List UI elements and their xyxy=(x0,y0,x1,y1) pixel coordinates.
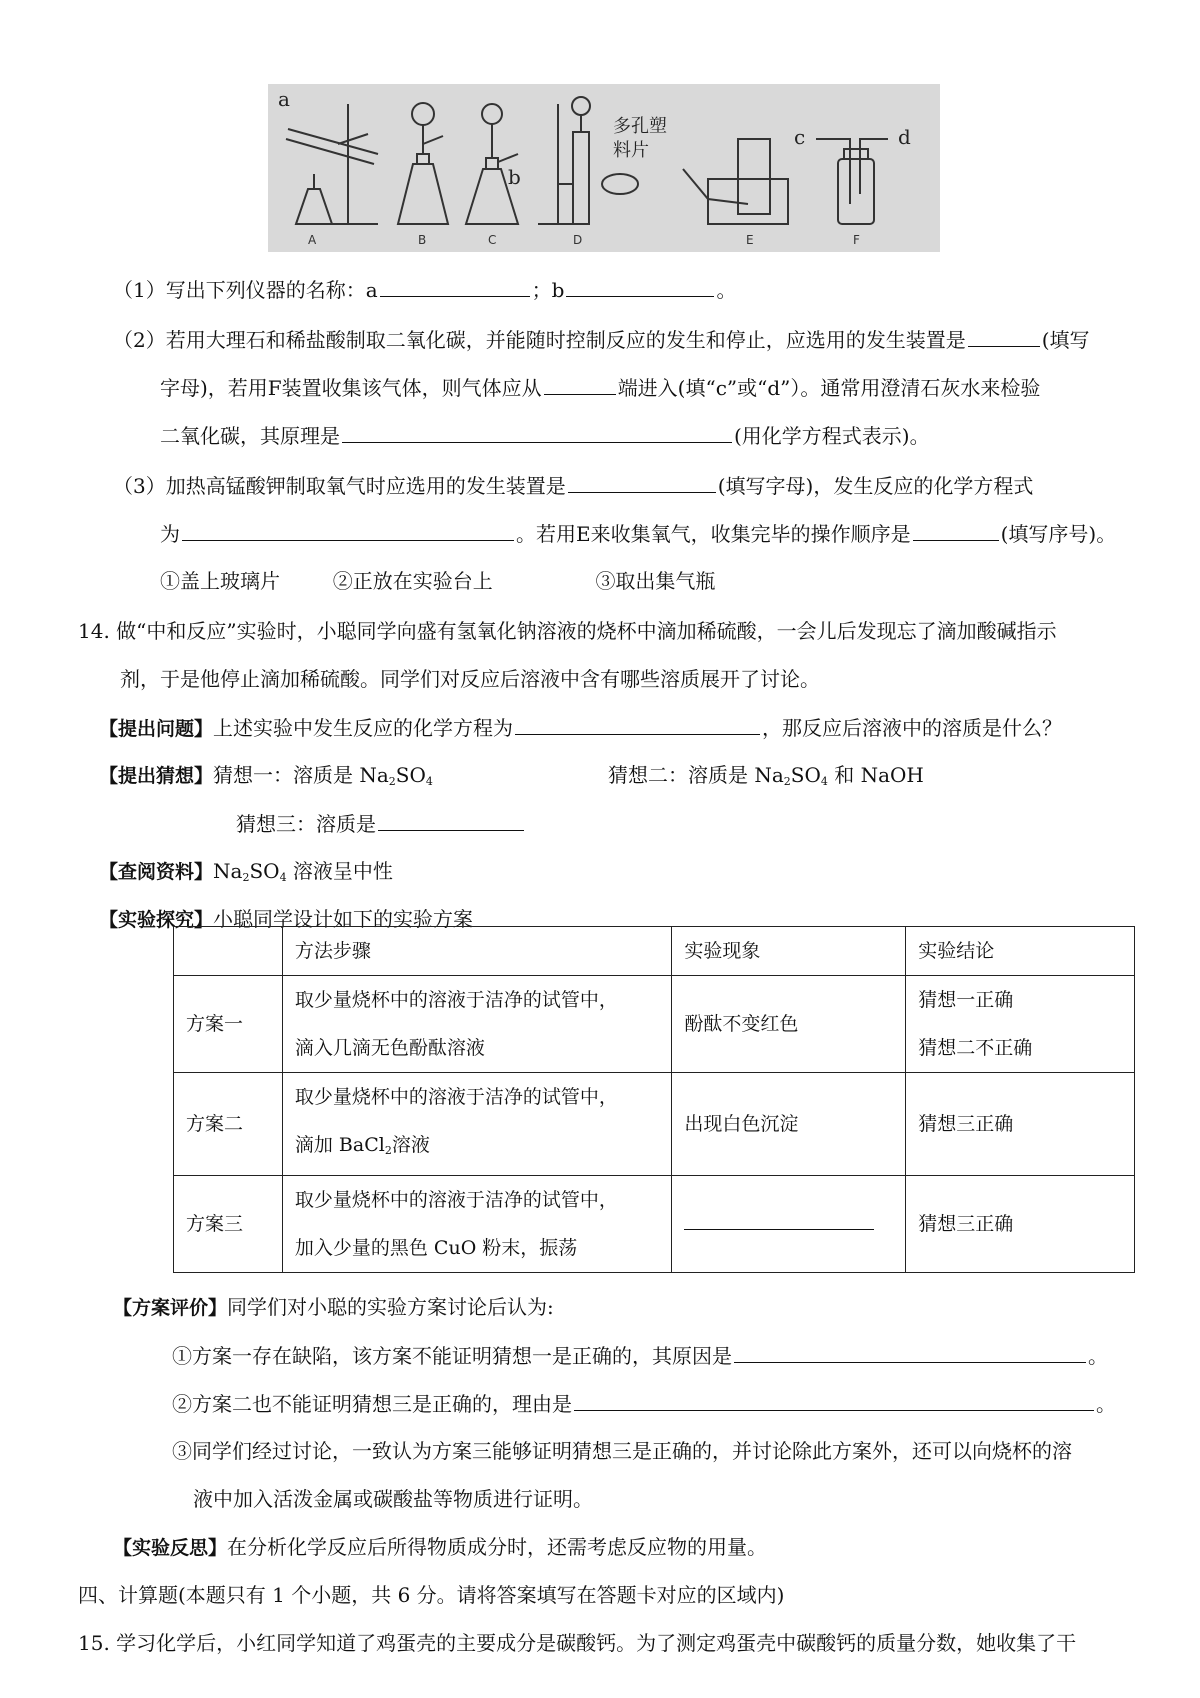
table-row xyxy=(174,976,1135,1073)
guess-2: 猜想二：溶质是 $Na_2SO_4$ 和 NaOH xyxy=(608,763,924,788)
section-4-heading: 四、计算题(本题只有 1 个小题，共 6 分。请将答案填写在答题卡对应的区域内) xyxy=(78,1583,785,1607)
method-steps: 取少量烧杯中的溶液于洁净的试管中， 加入少量的黑色 CuO 粉末，振荡 xyxy=(282,1176,671,1273)
method-steps: 取少量烧杯中的溶液于洁净的试管中， 滴入几滴无色酚酞溶液 xyxy=(282,976,671,1073)
option-1: ①盖上玻璃片 xyxy=(160,569,280,593)
answer-blank-inlet[interactable] xyxy=(544,374,616,395)
apparatus-figure xyxy=(268,84,940,252)
label-d: d xyxy=(898,125,911,149)
q15-line1: 15. 学习化学后，小红同学知道了鸡蛋壳的主要成分是碳酸钙。为了测定鸡蛋壳中碳酸钙的质量分数，她收集了干 xyxy=(78,1631,1077,1655)
q14-evaluation: 【方案评价】同学们对小聪的实验方案讨论后认为: xyxy=(113,1295,554,1319)
table-header xyxy=(174,927,283,976)
q13-part3-options xyxy=(160,568,715,594)
label-b: b xyxy=(508,165,521,189)
label-porous-2: 料片 xyxy=(613,140,649,161)
q14-eval-3a: ③同学们经过讨论，一致认为方案三能够证明猜想三是正确的，并讨论除此方案外，还可以向烧杯的溶 xyxy=(172,1439,1072,1463)
answer-blank-equation-co2[interactable] xyxy=(342,422,732,443)
q13-part3-line1: （3）加热高锰酸钾制取氧气时应选用的发生装置是 (填写字母)，发生反应的化学方程式 xyxy=(113,474,1034,498)
answer-blank-b[interactable] xyxy=(566,276,714,297)
option-3: ③取出集气瓶 xyxy=(595,569,716,593)
q13-part2-line1: （2）若用大理石和稀盐酸制取二氧化碳，并能随时控制反应的发生和停止，应选用的发生装置是 (填写 xyxy=(113,328,1090,352)
q14-eval-1: ①方案一存在缺陷，该方案不能证明猜想一是正确的，其原因是 。 xyxy=(172,1344,1108,1368)
answer-blank-o2-device[interactable] xyxy=(568,472,716,493)
label-C: C xyxy=(488,233,497,247)
plan-name: 方案三 xyxy=(174,1176,283,1273)
label-c: c xyxy=(794,125,806,149)
label-porous-1: 多孔塑 xyxy=(613,116,667,137)
answer-blank-reaction-equation[interactable] xyxy=(515,714,760,735)
conclusion: 猜想三正确 xyxy=(906,1073,1135,1176)
plan-name: 方案二 xyxy=(174,1073,283,1176)
q14-eval-3b: 液中加入活泼金属或碳酸盐等物质进行证明。 xyxy=(193,1487,593,1511)
q14-reflection: 【实验反思】在分析化学反应后所得物质成分时，还需考虑反应物的用量。 xyxy=(113,1535,768,1559)
q14-ask: 【提出问题】上述实验中发生反应的化学方程为 ，那反应后溶液中的溶质是什么？ xyxy=(99,716,1063,740)
q14-intro-line1: 14. 做“中和反应”实验时，小聪同学向盛有氢氧化钠溶液的烧杯中滴加稀硫酸，一会儿后发现忘了滴加酸碱指示 xyxy=(78,619,1057,643)
label-a: a xyxy=(278,87,290,111)
q14-eval-2: ②方案二也不能证明猜想三是正确的，理由是 。 xyxy=(172,1392,1116,1416)
answer-blank-order[interactable] xyxy=(913,520,999,541)
q14-intro-line2: 剂，于是他停止滴加稀硫酸。同学们对反应后溶液中含有哪些溶质展开了讨论。 xyxy=(120,667,820,691)
q14-reference: 【查阅资料】$Na_2SO_4$ 溶液呈中性 xyxy=(99,859,393,884)
label-E: E xyxy=(746,233,754,247)
phenomenon: 酚酞不变红色 xyxy=(672,976,906,1073)
method-steps: 取少量烧杯中的溶液于洁净的试管中， 滴加 BaCl$_2$溶液 xyxy=(282,1073,671,1176)
phenomenon: 出现白色沉淀 xyxy=(672,1073,906,1176)
experiment-table xyxy=(173,926,1135,1273)
guess-1: 猜想一：溶质是 $Na_2SO_4$ xyxy=(213,763,433,788)
table-header: 实验结论 xyxy=(906,927,1135,976)
q14-explore: 【实验探究】小聪同学设计如下的实验方案 xyxy=(99,907,474,931)
option-2: ②正放在实验台上 xyxy=(332,569,493,593)
table-row xyxy=(174,1176,1135,1273)
conclusion: 猜想一正确 猜想二不正确 xyxy=(906,976,1135,1073)
q14-number: 14. xyxy=(78,619,110,643)
q13-part3-line2: 为 。若用E来收集氧气，收集完毕的操作顺序是 (填写序号)。 xyxy=(160,522,1117,546)
answer-blank-phenomenon[interactable] xyxy=(684,1207,874,1230)
answer-blank-reason2[interactable] xyxy=(574,1390,1094,1411)
answer-blank-a[interactable] xyxy=(380,276,530,297)
table-row xyxy=(174,1073,1135,1176)
q13-part2-line3: 二氧化碳，其原理是 (用化学方程式表示)。 xyxy=(160,424,930,448)
answer-blank-reason1[interactable] xyxy=(734,1342,1086,1363)
label-A: A xyxy=(308,233,317,247)
q13-part2-line2: 字母)，若用F装置收集该气体，则气体应从 端进入(填“c”或“d”）。通常用澄清石灰水来检验 xyxy=(160,376,1041,400)
guess-3: 猜想三：溶质是 xyxy=(236,810,526,837)
table-header: 方法步骤 xyxy=(282,927,671,976)
apparatus-drawing xyxy=(268,84,940,252)
label-F: F xyxy=(853,233,860,247)
table-header-row xyxy=(174,927,1135,976)
q13-part1: （1）写出下列仪器的名称：a ；b 。 xyxy=(113,278,737,302)
answer-blank-guess3[interactable] xyxy=(378,810,524,831)
table-header: 实验现象 xyxy=(672,927,906,976)
label-D: D xyxy=(573,233,583,247)
answer-blank-co2-device[interactable] xyxy=(968,326,1040,347)
plan-name: 方案一 xyxy=(174,976,283,1073)
phenomenon-blank-cell xyxy=(672,1176,906,1273)
q14-guess-row1: 【提出猜想】猜想一：溶质是 $Na_2SO_4$ xyxy=(99,763,433,788)
q15-number: 15. xyxy=(78,1631,110,1655)
answer-blank-equation-o2[interactable] xyxy=(182,520,514,541)
label-B: B xyxy=(418,233,427,247)
conclusion: 猜想三正确 xyxy=(906,1176,1135,1273)
